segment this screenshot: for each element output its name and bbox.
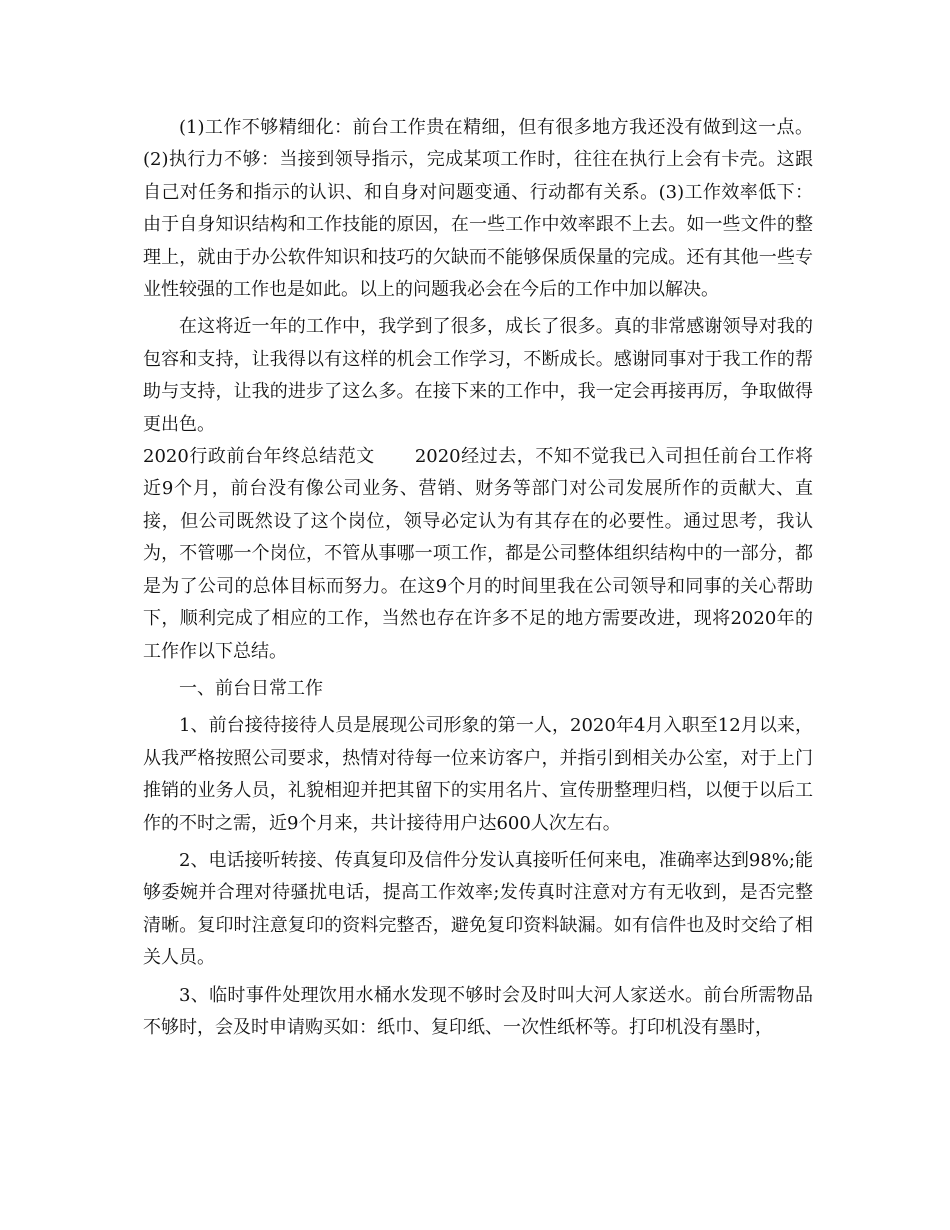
section-heading-daily-work: 一、前台日常工作 — [179, 677, 323, 699]
article-intro-text: 2020经过去，不知不觉我已入司担任前台工作将近9个月，前台没有像公司业务、营销、财务等部门对公司发展所作的贡献大、直接，但公司既然设了这个岗位，领导必定认为有其存在的必要性。通过思考，我认为，不管哪一个岗位，不管从事哪一项工作，都是公司整体组织结构中的一部分，都是为了公司的总体目标而努力。在这9个月的时间里我在公司领导和同事的关心帮助下，顺利完成了相应的工作，当然也存在许多不足的地方需要改进，现将2020年的工作作以下总结。 — [143, 446, 813, 662]
article-title: 2020行政前台年终总结范文 — [143, 446, 375, 468]
paragraph-reception: 1、前台接待接待人员是展现公司形象的第一人，2020年4月入职至12月以来，从我严格按照公司要求，热情对待每一位来访客户，并指引到相关办公室，对于上门推销的业务人员，礼貌相迎并把其留下的实用名片、宣传册整理归档，以便于以后工作的不时之需，近9个月来，共计接待用户达600人次左右。 — [143, 715, 813, 834]
paragraph-thanks: 在这将近一年的工作中，我学到了很多，成长了很多。真的非常感谢领导对我的包容和支持，让我得以有这样的机会工作学习，不断成长。感谢同事对于我工作的帮助与支持，让我的进步了这么多。在接下来的工作中，我一定会再接再厉，争取做得更出色。 — [143, 316, 813, 435]
paragraph-article-intro — [143, 441, 813, 668]
document-body — [143, 112, 813, 1044]
paragraph-temporary-events: 3、临时事件处理饮用水桶水发现不够时会及时叫大河人家送水。前台所需物品不够时，会及时申请购买如：纸巾、复印纸、一次性纸杯等。打印机没有墨时， — [143, 984, 813, 1038]
paragraph-phone-fax: 2、电话接听转接、传真复印及信件分发认真接听任何来电，准确率达到98%;能够委婉并合理对待骚扰电话，提高工作效率;发传真时注意对方有无收到，是否完整清晰。复印时注意复印的资料完整否，避免复印资料缺漏。如有信件也及时交给了相关人员。 — [143, 849, 813, 969]
paragraph-problems: (1)工作不够精细化：前台工作贵在精细，但有很多地方我还没有做到这一点。(2)执行力不够：当接到领导指示，完成某项工作时，往往在执行上会有卡壳。这跟自己对任务和指示的认识、和自身对问题变通、行动都有关系。(3)工作效率低下：由于自身知识结构和工作技能的原因，在一些工作中效率跟不上去。如一些文件的整理上，就由于办公软件知识和技巧的欠缺而不能够保质保量的完成。还有其他一些专业性较强的工作也是如此。以上的问题我必会在今后的工作中加以解决。 — [143, 117, 813, 301]
